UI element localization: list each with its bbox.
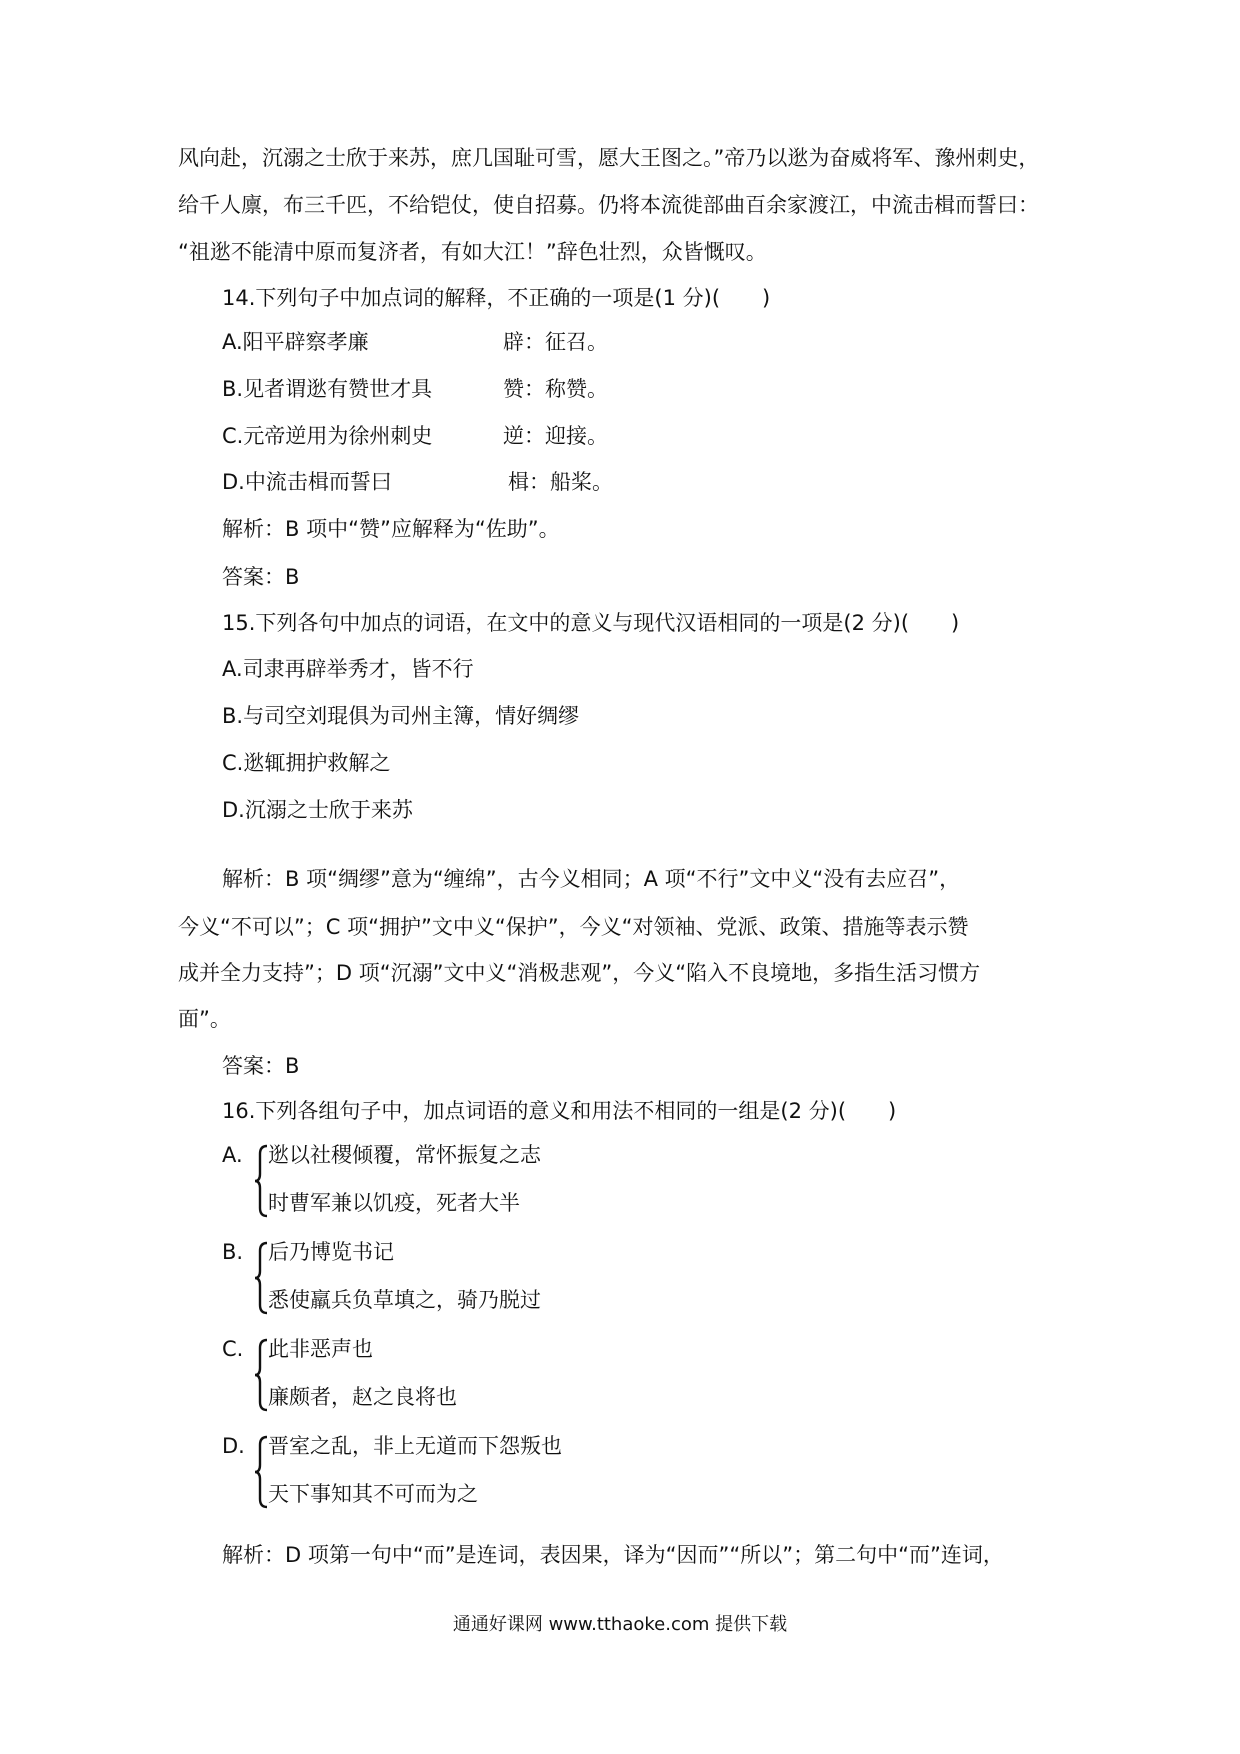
brace-icon (254, 1144, 266, 1216)
q14-gloss-d: 楫：船桨。 (508, 470, 613, 494)
q15-analysis-line-4: 面”。 (178, 1007, 231, 1031)
q16-sentence-1: 后乃博览书记 (268, 1240, 394, 1264)
q14-option-b: B.见者谓逖有赞世才具 (222, 377, 433, 401)
q16-sentence-2: 廉颇者，赵之良将也 (268, 1385, 457, 1409)
q16-group-label: A. (222, 1143, 243, 1167)
q16-group-label: B. (222, 1240, 244, 1264)
q14-gloss-c: 逆：迎接。 (503, 424, 608, 448)
q16-sentence-2: 天下事知其不可而为之 (268, 1482, 478, 1506)
q15-option-d: D.沉溺之士欣于来苏 (222, 798, 413, 822)
q15-analysis-line-3: 成并全力支持”；D 项“沉溺”文中义“消极悲观”，今义“陷入不良境地，多指生活习惯方 (178, 961, 981, 985)
q15-option-b: B.与司空刘琨俱为司州主簿，情好绸缪 (222, 704, 580, 728)
q16-group-label: D. (222, 1434, 245, 1458)
page-footer: 通通好课网 www.tthaoke.com 提供下载 (452, 1614, 788, 1635)
q16-sentence-1: 晋室之乱，非上无道而下怨叛也 (268, 1434, 562, 1458)
q16-sentence-1: 此非恶声也 (268, 1337, 373, 1361)
q16-sentence-2: 悉使羸兵负草填之，骑乃脱过 (268, 1288, 541, 1312)
q15-analysis-line-2: 今义“不可以”；C 项“拥护”文中义“保护”，今义“对领袖、党派、政策、措施等表示赞 (178, 915, 969, 939)
q14-answer: 答案：B (222, 565, 300, 589)
brace-icon (254, 1338, 266, 1410)
brace-icon (254, 1435, 266, 1507)
q16-sentence-1: 逖以社稷倾覆，常怀振复之志 (268, 1143, 541, 1167)
q14-stem: 14.下列句子中加点词的解释，不正确的一项是(1 分)( ) (222, 286, 771, 310)
q14-gloss-b: 赞：称赞。 (503, 377, 608, 401)
q14-option-a: A.阳平辟察孝廉 (222, 330, 369, 354)
q15-analysis-line-1: 解析：B 项“绸缪”意为“缠绵”，古今义相同；A 项“不行”文中义“没有去应召”， (222, 867, 961, 891)
q16-stem: 16.下列各组句子中，加点词语的意义和用法不相同的一组是(2 分)( ) (222, 1099, 897, 1123)
q15-answer: 答案：B (222, 1054, 300, 1078)
q14-gloss-a: 辟：征召。 (503, 330, 608, 354)
q16-analysis: 解析：D 项第一句中“而”是连词，表因果，译为“因而”“所以”；第二句中“而”连词， (222, 1543, 1004, 1567)
passage-line-3: “祖逖不能清中原而复济者，有如大江！”辞色壮烈，众皆慨叹。 (178, 240, 767, 264)
passage-line-1: 风向赴，沉溺之士欣于来苏，庶几国耻可雪，愿大王图之。”帝乃以逖为奋威将军、豫州刺史， (178, 146, 1040, 170)
passage-line-2: 给千人廪，布三千匹，不给铠仗，使自招募。仍将本流徙部曲百余家渡江，中流击楫而誓曰： (178, 193, 1039, 217)
q15-option-a: A.司隶再辟举秀才，皆不行 (222, 657, 474, 681)
q14-analysis: 解析：B 项中“赞”应解释为“佐助”。 (222, 517, 560, 541)
q16-sentence-2: 时曹军兼以饥疫，死者大半 (268, 1191, 520, 1215)
q16-group-label: C. (222, 1337, 244, 1361)
q15-stem: 15.下列各句中加点的词语，在文中的意义与现代汉语相同的一项是(2 分)( ) (222, 611, 960, 635)
brace-icon (254, 1241, 266, 1313)
q15-option-c: C.逖辄拥护救解之 (222, 751, 391, 775)
q14-option-c: C.元帝逆用为徐州刺史 (222, 424, 433, 448)
q14-option-d: D.中流击楫而誓曰 (222, 470, 392, 494)
